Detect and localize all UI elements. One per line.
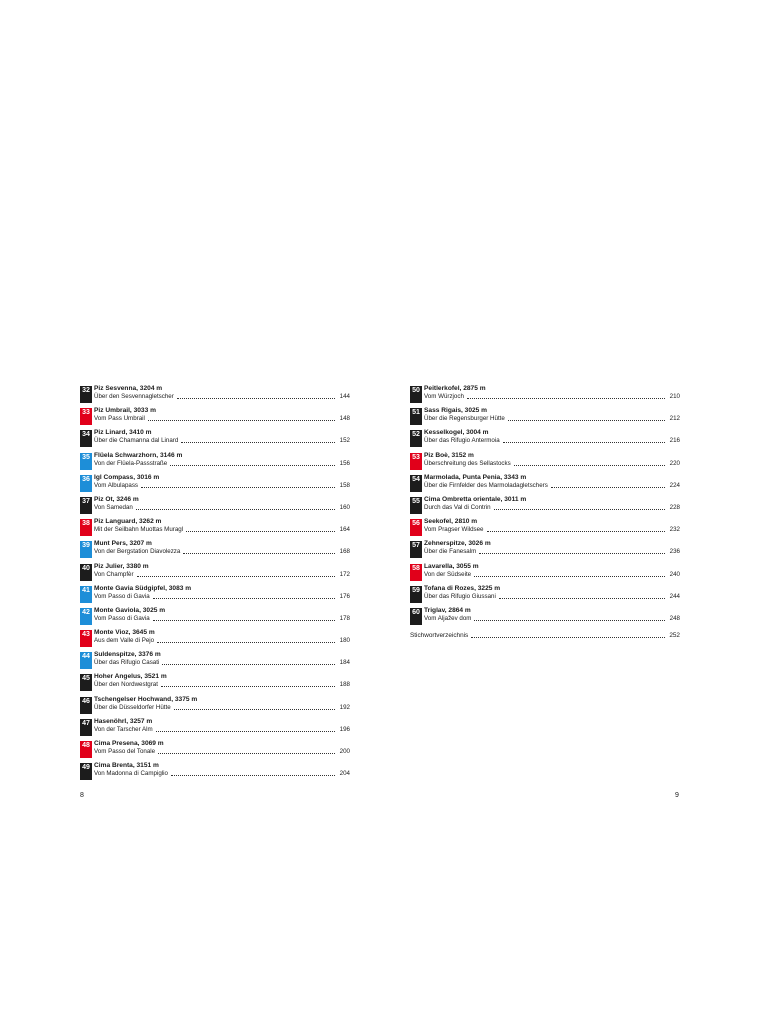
tour-page: 232: [669, 526, 680, 534]
tour-page: 184: [339, 659, 350, 667]
tour-subline: [424, 460, 680, 468]
tour-page: 240: [669, 570, 680, 578]
leader-dots: [162, 664, 335, 665]
tour-subline: [424, 615, 680, 623]
tour-route: Über die Firnfelder des Marmoladagletschers: [424, 481, 548, 489]
leader-dots: [471, 637, 665, 638]
toc-entry[interactable]: [80, 762, 350, 784]
tour-page: 212: [669, 415, 680, 423]
tour-subline: [94, 637, 350, 645]
toc-entry[interactable]: [80, 740, 350, 762]
page-number-left: 8: [80, 792, 84, 799]
toc-entry[interactable]: [410, 607, 680, 629]
leader-dots: [186, 531, 335, 532]
tour-subline: [424, 415, 680, 423]
leader-dots: [157, 642, 335, 643]
tour-number-badge: 32: [80, 386, 92, 403]
tour-route: Überschreitung des Sellastocks: [424, 459, 511, 467]
leader-dots: [467, 398, 665, 399]
tour-subline: [94, 681, 350, 689]
tour-page: 216: [669, 437, 680, 445]
tour-route: Von Champfèr: [94, 570, 134, 578]
tour-page: 148: [339, 415, 350, 423]
tour-number-badge: 60: [410, 608, 422, 625]
tour-number-badge: 56: [410, 519, 422, 536]
tour-number-badge: 59: [410, 586, 422, 603]
tour-number-badge: 40: [80, 564, 92, 581]
tour-title: Suldenspitze, 3376 m: [94, 651, 161, 659]
index-page: 252: [669, 632, 680, 640]
tour-route: Über das Rifugio Casati: [94, 659, 160, 667]
leader-dots: [137, 576, 335, 577]
toc-entry[interactable]: [80, 452, 350, 474]
leader-dots: [494, 509, 665, 510]
tour-page: 228: [669, 503, 680, 511]
tour-route: Vom Passo del Tonale: [94, 748, 156, 755]
tour-number-badge: 54: [410, 475, 422, 492]
tour-page: 192: [339, 703, 350, 711]
tour-subline: [424, 504, 680, 512]
tour-title: Seekofel, 2810 m: [424, 518, 478, 526]
tour-route: Über die Chamanna dal Linard: [94, 437, 179, 445]
tour-title: Zehnerspitze, 3026 m: [424, 540, 491, 548]
tour-title: Hoher Angelus, 3521 m: [94, 673, 167, 681]
tour-subline: [424, 526, 680, 534]
tour-subline: [94, 437, 350, 445]
tour-title: Piz Ot, 3246 m: [94, 495, 139, 503]
tour-number-badge: 41: [80, 586, 92, 603]
tour-route: Von Madonna di Campiglio: [94, 770, 168, 778]
tour-number-badge: 35: [80, 453, 92, 470]
leader-dots: [171, 775, 335, 776]
tour-page: 160: [339, 503, 350, 511]
tour-route: Von der Bergstation Diavolezza: [94, 548, 181, 556]
leader-dots: [153, 598, 335, 599]
tour-page: 196: [339, 725, 350, 733]
tour-route: Von der Tarscher Alm: [94, 725, 153, 733]
tour-route: Über das Rifugio Giussani: [424, 592, 496, 600]
tour-route: Über die Fanesalm: [424, 548, 477, 556]
tour-title: Cima Ombretta orientale, 3011 m: [424, 495, 527, 503]
tour-subline: [94, 415, 350, 423]
leader-dots: [508, 420, 665, 421]
tour-page: 168: [339, 548, 350, 556]
tour-page: 144: [339, 393, 350, 400]
tour-title: Piz Linard, 3410 m: [94, 429, 152, 437]
toc-entry[interactable]: [410, 452, 680, 474]
toc-entry[interactable]: [80, 696, 350, 718]
tour-number-badge: 36: [80, 475, 92, 492]
toc-entry[interactable]: [80, 496, 350, 518]
tour-number-badge: 46: [80, 697, 92, 714]
toc-entry[interactable]: [80, 385, 350, 407]
toc-entry[interactable]: [410, 407, 680, 429]
tour-page: 176: [339, 592, 350, 600]
tour-subline: [424, 393, 680, 401]
tour-route: Vom Passo di Gavia: [94, 614, 150, 622]
leader-dots: [174, 709, 335, 710]
tour-page: 164: [339, 526, 350, 534]
toc-entry[interactable]: [80, 540, 350, 562]
tour-page: 152: [339, 437, 350, 445]
tour-title: Triglav, 2864 m: [424, 606, 471, 614]
leader-dots: [474, 620, 665, 621]
tour-number-badge: 50: [410, 386, 422, 403]
tour-page: 210: [669, 393, 680, 400]
tour-title: Igl Compass, 3016 m: [94, 473, 160, 481]
tour-route: Vom Würzjoch: [424, 393, 464, 400]
toc-entry[interactable]: [80, 585, 350, 607]
tour-number-badge: 34: [80, 430, 92, 447]
tour-route: Über die Regensburger Hütte: [424, 415, 505, 423]
tour-subline: [94, 659, 350, 667]
leader-dots: [170, 465, 335, 466]
toc-entry[interactable]: [80, 563, 350, 585]
tour-number-badge: 57: [410, 541, 422, 558]
tour-number-badge: 42: [80, 608, 92, 625]
tour-title: Monte Gavia Südgipfel, 3083 m: [94, 584, 192, 592]
tour-page: 224: [669, 481, 680, 489]
leader-dots: [153, 620, 335, 621]
toc-entry[interactable]: [410, 429, 680, 451]
leader-dots: [177, 398, 335, 399]
tour-subline: [424, 482, 680, 490]
tour-title: Munt Pers, 3207 m: [94, 540, 152, 548]
tour-page: 188: [339, 681, 350, 689]
toc-entry[interactable]: [410, 585, 680, 607]
tour-subline: [94, 615, 350, 623]
leader-dots: [141, 487, 335, 488]
tour-subline: [94, 571, 350, 579]
leader-dots: [479, 553, 665, 554]
index-entry[interactable]: [410, 631, 680, 640]
leader-dots: [514, 465, 665, 466]
tour-page: 204: [339, 770, 350, 778]
leader-dots: [156, 731, 335, 732]
tour-route: Über den Sesvennagletscher: [94, 393, 174, 400]
tour-number-badge: 53: [410, 453, 422, 470]
toc-entry[interactable]: [80, 429, 350, 451]
tour-route: Von Samedan: [94, 503, 133, 511]
tour-title: Sass Rigais, 3025 m: [424, 407, 488, 415]
tour-route: Vom Aljažev dom: [424, 614, 472, 622]
tour-route: Von der Flüela-Passstraße: [94, 459, 168, 467]
tour-route: Von der Südseite: [424, 570, 472, 578]
toc-entry[interactable]: [410, 474, 680, 496]
tour-number-badge: 51: [410, 408, 422, 425]
toc-entry[interactable]: [410, 385, 680, 407]
tour-page: 158: [339, 481, 350, 489]
tour-title: Hasenöhrl, 3257 m: [94, 717, 153, 725]
tour-number-badge: 33: [80, 408, 92, 425]
leader-dots: [181, 442, 335, 443]
tour-route: Über den Nordwestgrat: [94, 681, 158, 689]
tour-page: 236: [669, 548, 680, 556]
tour-title: Monte Vioz, 3645 m: [94, 629, 155, 637]
tour-title: Cima Presena, 3069 m: [94, 740, 164, 747]
leader-dots: [499, 598, 665, 599]
tour-subline: [94, 770, 350, 778]
tour-number-badge: 48: [80, 741, 92, 758]
tour-subline: [94, 726, 350, 734]
tour-title: Marmolada, Punta Penia, 3343 m: [424, 473, 527, 481]
leader-dots: [551, 487, 665, 488]
toc-entry[interactable]: [80, 673, 350, 695]
tour-title: Flüela Schwarzhorn, 3146 m: [94, 451, 183, 459]
leader-dots: [161, 686, 335, 687]
leader-dots: [136, 509, 335, 510]
tour-number-badge: 43: [80, 630, 92, 647]
tour-title: Lavarella, 3055 m: [424, 562, 479, 570]
tour-title: Kesselkogel, 3004 m: [424, 429, 489, 437]
tour-subline: [94, 393, 350, 401]
tour-number-badge: 58: [410, 564, 422, 581]
tour-number-badge: 52: [410, 430, 422, 447]
tour-subline: [94, 704, 350, 712]
tour-page: 172: [339, 570, 350, 578]
leader-dots: [487, 531, 666, 532]
leader-dots: [503, 442, 665, 443]
tour-number-badge: 49: [80, 763, 92, 780]
toc-entry[interactable]: [410, 518, 680, 540]
toc-entry[interactable]: [80, 718, 350, 740]
toc-entry[interactable]: [80, 474, 350, 496]
toc-right-entries: [410, 385, 680, 629]
tour-title: Tofana di Rozes, 3225 m: [424, 584, 501, 592]
tour-page: 180: [339, 637, 350, 645]
tour-title: Piz Sesvenna, 3204 m: [94, 385, 163, 392]
tour-subline: [424, 437, 680, 445]
tour-title: Piz Boè, 3152 m: [424, 451, 474, 459]
toc-entry[interactable]: [80, 518, 350, 540]
tour-page: 200: [339, 748, 350, 755]
tour-subline: [94, 482, 350, 490]
tour-route: Durch das Val di Contrin: [424, 503, 491, 511]
tour-page: 244: [669, 592, 680, 600]
toc-entry[interactable]: [80, 629, 350, 651]
tour-subline: [94, 548, 350, 556]
leader-dots: [183, 553, 335, 554]
toc-entry[interactable]: [80, 651, 350, 673]
tour-title: Monte Gaviola, 3025 m: [94, 606, 166, 614]
toc-entry[interactable]: [410, 496, 680, 518]
tour-title: Piz Languard, 3262 m: [94, 518, 162, 526]
page-number-right: 9: [675, 792, 679, 799]
tour-page: 220: [669, 459, 680, 467]
tour-number-badge: 44: [80, 652, 92, 669]
tour-subline: [94, 593, 350, 601]
tour-subline: [424, 593, 680, 601]
tour-title: Peitlerkofel, 2875 m: [424, 385, 486, 392]
toc-entry[interactable]: [80, 407, 350, 429]
tour-route: Vom Passo di Gavia: [94, 592, 150, 600]
tour-subline: [424, 571, 680, 579]
tour-page: 178: [339, 614, 350, 622]
tour-title: Piz Umbrail, 3033 m: [94, 407, 156, 415]
tour-route: Vom Pragser Wildsee: [424, 526, 484, 534]
tour-number-badge: 39: [80, 541, 92, 558]
tour-page: 248: [669, 614, 680, 622]
tour-title: Tschengelser Hochwand, 3375 m: [94, 695, 198, 703]
tour-subline: [94, 460, 350, 468]
leader-dots: [158, 753, 335, 754]
tour-number-badge: 47: [80, 719, 92, 736]
leader-dots: [148, 420, 335, 421]
toc-entry[interactable]: [410, 540, 680, 562]
tour-page: 156: [339, 459, 350, 467]
toc-left-column: [80, 385, 350, 784]
tour-subline: [94, 504, 350, 512]
tour-route: Über das Rifugio Antermoia: [424, 437, 500, 445]
tour-number-badge: 55: [410, 497, 422, 514]
tour-route: Mit der Seilbahn Muottas Muragl: [94, 526, 184, 534]
toc-right-column: [410, 385, 680, 640]
leader-dots: [474, 576, 665, 577]
toc-entry[interactable]: [410, 563, 680, 585]
tour-subline: [94, 748, 350, 756]
tour-route: Aus dem Valle di Pejo: [94, 637, 155, 645]
tour-title: Cima Brenta, 3151 m: [94, 762, 159, 770]
index-label: Stichwortverzeichnis: [410, 632, 469, 640]
tour-subline: [424, 548, 680, 556]
tour-number-badge: 37: [80, 497, 92, 514]
toc-entry[interactable]: [80, 607, 350, 629]
tour-route: Vom Albulapass: [94, 481, 139, 489]
tour-number-badge: 45: [80, 674, 92, 691]
tour-number-badge: 38: [80, 519, 92, 536]
tour-route: Über die Düsseldorfer Hütte: [94, 703, 171, 711]
tour-title: Piz Julier, 3380 m: [94, 562, 149, 570]
tour-route: Vom Pass Umbrail: [94, 415, 145, 423]
tour-subline: [94, 526, 350, 534]
